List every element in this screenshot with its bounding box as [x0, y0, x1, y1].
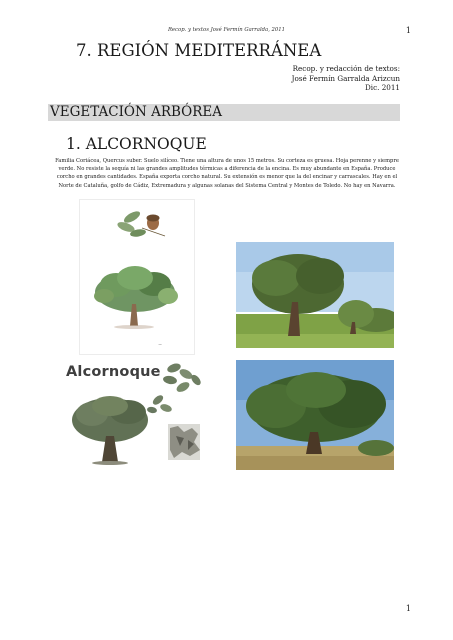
running-header: Recop. y textos José Fermín Garralda, 2011 [167, 27, 286, 33]
cork-oak-illustration [79, 199, 195, 355]
acorn-cluster-drawing [147, 393, 173, 413]
chapter-title: 7. REGIÓN MEDITERRÁNEA [76, 41, 322, 60]
credits-line-1: Recop. y redacción de textos: [292, 64, 400, 73]
leaf-cluster-top-drawing [162, 362, 202, 394]
acorn-sprig-drawing [116, 209, 165, 238]
body-paragraph: Familia Coriácea, Quercus suber. Suelo silíceo. Tiene una altura de unos 15 metros. Su corteza es gruesa. Hoja perenne y siempre verde. No resiste la sequía ni las grandes amplitudes térmicas a diferencia de la encina. Es muy abundante en España. Produce corcho en grandes cantidades. España exporta corcho natural. Su extensión es menor que la del encinar y carrascales. Hay en el Norte de Cataluña, golfo de Cádiz, Extremadura y algunas solanas del Sistema Central y Montes de Toledo. No hay en Navarra. [55, 158, 399, 189]
subsection-title: 1. ALCORNOQUE [66, 135, 207, 153]
page-number-bottom: 1 [405, 604, 411, 613]
credits-line-2: José Fermín Garralda Arizcun [291, 73, 400, 83]
credits-line-3: Dic. 2011 [365, 83, 400, 93]
cork-oak-photo-meadow [236, 242, 394, 348]
page-number-top: 1 [405, 26, 411, 35]
cork-oak-photo-wide [236, 360, 394, 470]
section-title: VEGETACIÓN ARBÓREA [50, 104, 223, 120]
credits-block [292, 64, 400, 93]
card-title: Alcornoque [66, 364, 161, 380]
tree-engraving-drawing [72, 396, 148, 465]
bark-texture-drawing [168, 424, 200, 460]
alcornoque-botanical-card [66, 358, 218, 470]
svg-text:~: ~ [158, 342, 163, 348]
